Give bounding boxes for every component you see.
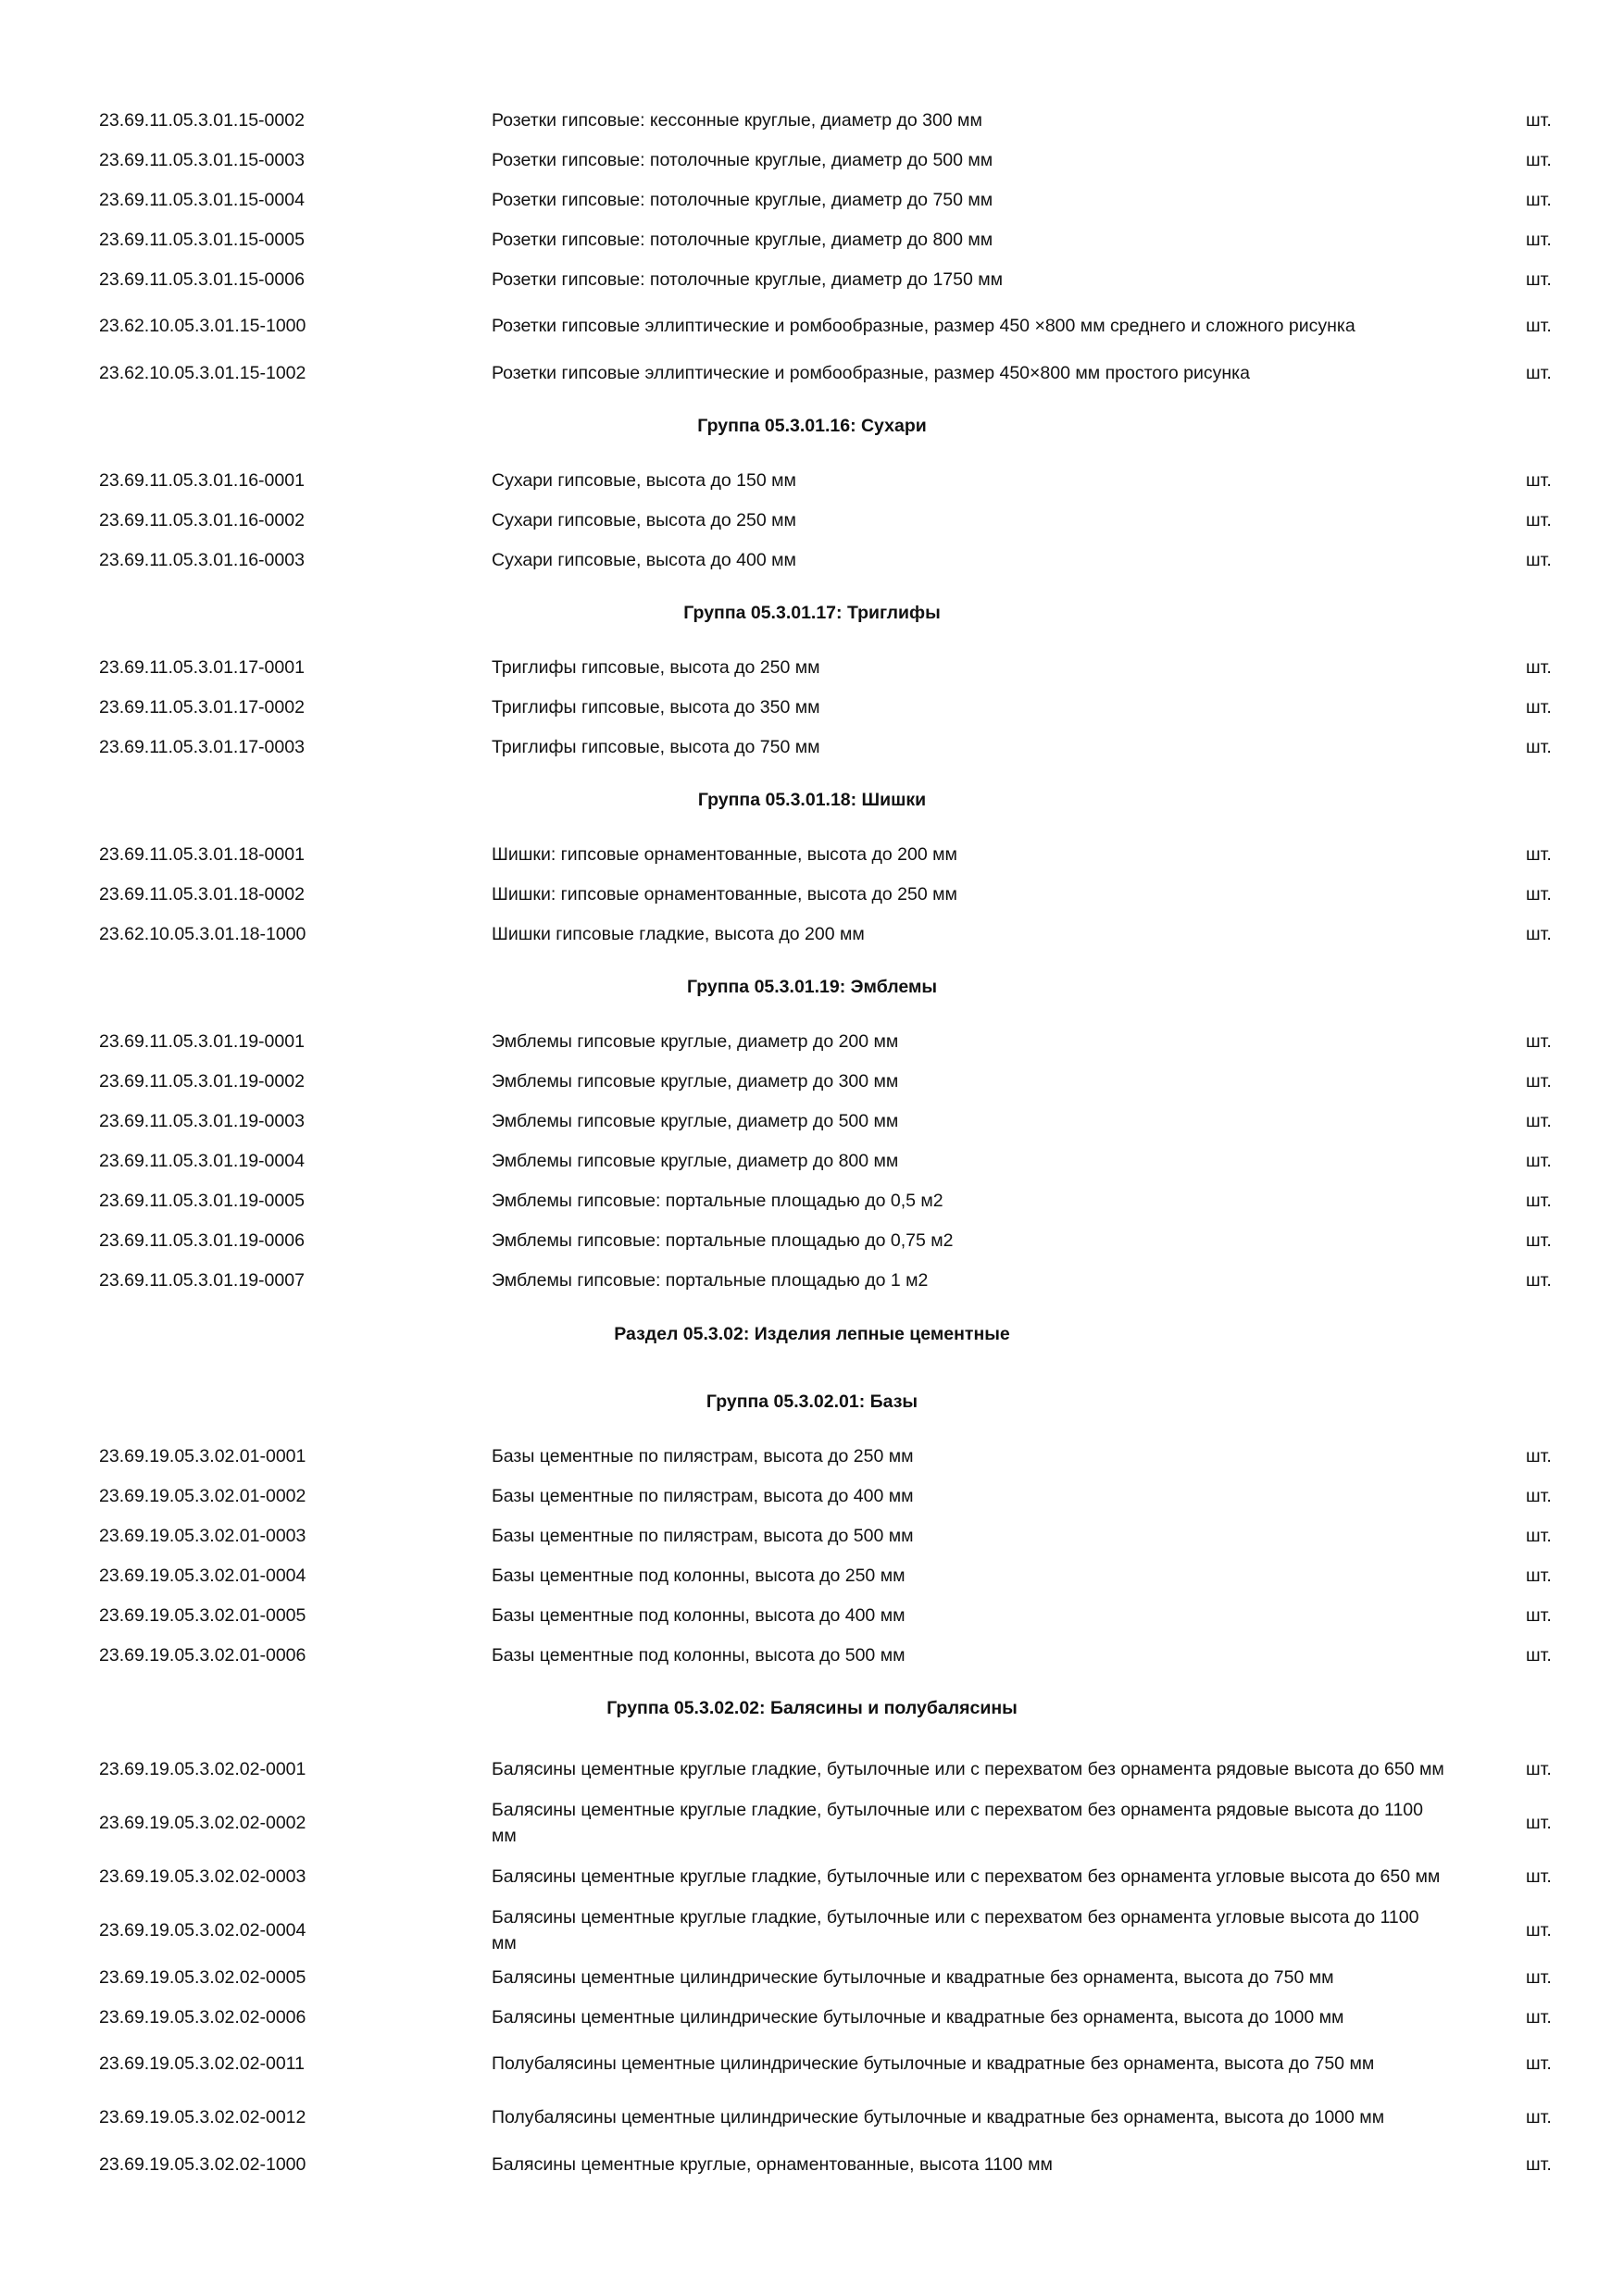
resource-name: Полубалясины цементные цилиндрические бутылочные и квадратные без орнамента, высота до 1000 мм xyxy=(492,2107,1385,2128)
table-row xyxy=(0,180,1624,219)
resource-code: 23.69.11.05.3.01.16-0001 xyxy=(99,469,305,491)
unit-of-measure: шт. xyxy=(1526,843,1552,865)
resource-name: Базы цементные по пилястрам, высота до 400 мм xyxy=(492,1485,914,1506)
table-row xyxy=(0,1476,1624,1516)
resource-name: Балясины цементные круглые гладкие, бутылочные или с перехватом без орнамента рядовые высота до 650 мм xyxy=(492,1759,1444,1779)
resource-code: 23.69.19.05.3.02.02-0011 xyxy=(99,2053,305,2074)
unit-of-measure: шт. xyxy=(1526,469,1552,491)
unit-of-measure: шт. xyxy=(1526,1030,1552,1052)
table-row xyxy=(0,460,1624,500)
unit-of-measure: шт. xyxy=(1526,2107,1552,2128)
resource-name: Эмблемы гипсовые круглые, диаметр до 800 мм xyxy=(492,1150,899,1171)
table-row xyxy=(0,1850,1624,1903)
resource-code: 23.69.11.05.3.01.19-0003 xyxy=(99,1110,305,1131)
resource-code: 23.69.19.05.3.02.02-0012 xyxy=(99,2107,306,2128)
table-row xyxy=(0,834,1624,874)
resource-code: 23.69.19.05.3.02.01-0006 xyxy=(99,1644,306,1666)
unit-of-measure: шт. xyxy=(1526,1866,1552,1887)
unit-of-measure: шт. xyxy=(1526,1604,1552,1626)
table-row xyxy=(0,500,1624,540)
unit-of-measure: шт. xyxy=(1526,1445,1552,1466)
resource-code: 23.69.11.05.3.01.15-0006 xyxy=(99,268,305,290)
resource-name: Полубалясины цементные цилиндрические бутылочные и квадратные без орнамента, высота до 750 мм xyxy=(492,2053,1375,2074)
table-row xyxy=(0,1635,1624,1675)
table-row xyxy=(0,299,1624,353)
resource-name: Балясины цементные цилиндрические бутылочные и квадратные без орнамента, высота до 1000 мм xyxy=(492,2006,1344,2028)
unit-of-measure: шт. xyxy=(1526,1269,1552,1291)
classifier-list xyxy=(0,100,1624,2184)
resource-code: 23.69.11.05.3.01.17-0002 xyxy=(99,696,305,718)
resource-code: 23.69.11.05.3.01.19-0001 xyxy=(99,1030,305,1052)
table-row xyxy=(0,1260,1624,1300)
resource-code: 23.69.19.05.3.02.01-0004 xyxy=(99,1565,306,1586)
table-row xyxy=(0,914,1624,954)
table-row xyxy=(0,1516,1624,1555)
resource-code: 23.69.19.05.3.02.02-0003 xyxy=(99,1866,306,1887)
table-row xyxy=(0,1555,1624,1595)
table-row xyxy=(0,1595,1624,1635)
resource-name: Балясины цементные круглые гладкие, бутылочные или с перехватом без орнамента угловые высота до 1100 мм xyxy=(492,1907,1419,1953)
unit-of-measure: шт. xyxy=(1526,736,1552,757)
table-row xyxy=(0,2144,1624,2184)
resource-code: 23.69.11.05.3.01.18-0001 xyxy=(99,843,305,865)
unit-of-measure: шт. xyxy=(1526,2153,1552,2175)
resource-name: Эмблемы гипсовые: портальные площадью до 1 м2 xyxy=(492,1269,929,1291)
table-row xyxy=(0,219,1624,259)
group-heading: Группа 05.3.02.01: Базы xyxy=(706,1391,918,1412)
resource-code: 23.69.19.05.3.02.02-0004 xyxy=(99,1920,306,1940)
unit-of-measure: шт. xyxy=(1526,362,1552,383)
table-row xyxy=(0,1141,1624,1180)
resource-name: Розетки гипсовые эллиптические и ромбообразные, размер 450 ×800 мм среднего и сложного рисунка xyxy=(492,316,1355,336)
resource-code: 23.69.19.05.3.02.02-1000 xyxy=(99,2153,306,2175)
table-row xyxy=(0,353,1624,393)
resource-name: Шишки: гипсовые орнаментованные, высота до 200 мм xyxy=(492,843,957,865)
resource-code: 23.69.11.05.3.01.15-0003 xyxy=(99,149,305,170)
resource-name: Розетки гипсовые: потолочные круглые, диаметр до 800 мм xyxy=(492,229,993,250)
group-heading: Группа 05.3.01.16: Сухари xyxy=(697,416,927,436)
unit-of-measure: шт. xyxy=(1526,1813,1552,1833)
table-row xyxy=(0,1436,1624,1476)
resource-name: Базы цементные по пилястрам, высота до 250 мм xyxy=(492,1445,914,1466)
unit-of-measure: шт. xyxy=(1526,1966,1552,1988)
resource-code: 23.69.11.05.3.01.18-0002 xyxy=(99,883,305,905)
unit-of-measure: шт. xyxy=(1526,1485,1552,1506)
unit-of-measure: шт. xyxy=(1526,1190,1552,1211)
resource-name: Шишки гипсовые гладкие, высота до 200 мм xyxy=(492,923,865,944)
unit-of-measure: шт. xyxy=(1526,229,1552,250)
resource-name: Эмблемы гипсовые: портальные площадью до 0,75 м2 xyxy=(492,1229,954,1251)
unit-of-measure: шт. xyxy=(1526,883,1552,905)
unit-of-measure: шт. xyxy=(1526,109,1552,131)
table-row xyxy=(0,100,1624,140)
section-heading: Раздел 05.3.02: Изделия лепные цементные xyxy=(614,1323,1010,1344)
resource-code: 23.69.11.05.3.01.17-0001 xyxy=(99,656,305,678)
resource-code: 23.69.11.05.3.01.15-0004 xyxy=(99,189,305,210)
resource-name: Балясины цементные цилиндрические бутылочные и квадратные без орнамента, высота до 750 мм xyxy=(492,1966,1334,1988)
resource-code: 23.69.11.05.3.01.16-0002 xyxy=(99,509,305,530)
resource-code: 23.69.19.05.3.02.01-0005 xyxy=(99,1604,306,1626)
table-row xyxy=(0,1796,1624,1850)
resource-code: 23.69.11.05.3.01.15-0002 xyxy=(99,109,305,131)
unit-of-measure: шт. xyxy=(1526,1759,1552,1779)
table-row xyxy=(0,687,1624,727)
unit-of-measure: шт. xyxy=(1526,268,1552,290)
resource-code: 23.62.10.05.3.01.18-1000 xyxy=(99,923,306,944)
table-row xyxy=(0,259,1624,299)
unit-of-measure: шт. xyxy=(1526,656,1552,678)
unit-of-measure: шт. xyxy=(1526,1565,1552,1586)
resource-code: 23.69.11.05.3.01.19-0005 xyxy=(99,1190,305,1211)
table-row xyxy=(0,1021,1624,1061)
resource-name: Розетки гипсовые: кессонные круглые, диаметр до 300 мм xyxy=(492,109,982,131)
table-row xyxy=(0,140,1624,180)
table-row xyxy=(0,874,1624,914)
resource-name: Шишки: гипсовые орнаментованные, высота до 250 мм xyxy=(492,883,957,905)
resource-name: Розетки гипсовые: потолочные круглые, диаметр до 1750 мм xyxy=(492,268,1004,290)
table-row xyxy=(0,1180,1624,1220)
resource-name: Триглифы гипсовые, высота до 350 мм xyxy=(492,696,820,718)
resource-code: 23.69.11.05.3.01.16-0003 xyxy=(99,549,305,570)
resource-name: Эмблемы гипсовые круглые, диаметр до 200 мм xyxy=(492,1030,899,1052)
group-heading: Группа 05.3.01.18: Шишки xyxy=(697,790,927,810)
resource-code: 23.69.19.05.3.02.02-0005 xyxy=(99,1966,306,1988)
resource-code: 23.69.11.05.3.01.19-0006 xyxy=(99,1229,305,1251)
resource-code: 23.69.11.05.3.01.17-0003 xyxy=(99,736,305,757)
resource-name: Базы цементные под колонны, высота до 500 мм xyxy=(492,1644,906,1666)
unit-of-measure: шт. xyxy=(1526,316,1552,336)
resource-code: 23.62.10.05.3.01.15-1002 xyxy=(99,362,306,383)
resource-code: 23.69.11.05.3.01.19-0002 xyxy=(99,1070,305,1092)
resource-name: Розетки гипсовые: потолочные круглые, диаметр до 500 мм xyxy=(492,149,993,170)
table-row xyxy=(0,1903,1624,1957)
table-row xyxy=(0,1101,1624,1141)
resource-code: 23.69.19.05.3.02.01-0001 xyxy=(99,1445,306,1466)
table-row xyxy=(0,2090,1624,2144)
resource-name: Базы цементные под колонны, высота до 400 мм xyxy=(492,1604,906,1626)
resource-name: Сухари гипсовые, высота до 150 мм xyxy=(492,469,796,491)
unit-of-measure: шт. xyxy=(1526,149,1552,170)
table-row xyxy=(0,1997,1624,2037)
resource-name: Балясины цементные круглые гладкие, бутылочные или с перехватом без орнамента рядовые высота до 1100 мм xyxy=(492,1800,1423,1846)
unit-of-measure: шт. xyxy=(1526,509,1552,530)
group-heading: Группа 05.3.01.17: Триглифы xyxy=(683,603,941,623)
table-row xyxy=(0,1061,1624,1101)
resource-name: Базы цементные по пилястрам, высота до 500 мм xyxy=(492,1525,914,1546)
unit-of-measure: шт. xyxy=(1526,923,1552,944)
resource-code: 23.69.11.05.3.01.19-0004 xyxy=(99,1150,305,1171)
resource-name: Триглифы гипсовые, высота до 750 мм xyxy=(492,736,820,757)
unit-of-measure: шт. xyxy=(1526,1229,1552,1251)
resource-code: 23.69.11.05.3.01.19-0007 xyxy=(99,1269,305,1291)
resource-code: 23.69.11.05.3.01.15-0005 xyxy=(99,229,305,250)
resource-code: 23.69.19.05.3.02.01-0003 xyxy=(99,1525,306,1546)
unit-of-measure: шт. xyxy=(1526,549,1552,570)
unit-of-measure: шт. xyxy=(1526,1150,1552,1171)
resource-name: Балясины цементные круглые, орнаментованные, высота 1100 мм xyxy=(492,2153,1053,2175)
table-row xyxy=(0,1957,1624,1997)
table-row xyxy=(0,647,1624,687)
resource-code: 23.69.19.05.3.02.01-0002 xyxy=(99,1485,306,1506)
resource-name: Балясины цементные круглые гладкие, бутылочные или с перехватом без орнамента угловые высота до 650 мм xyxy=(492,1866,1441,1887)
resource-name: Сухари гипсовые, высота до 250 мм xyxy=(492,509,796,530)
resource-code: 23.69.19.05.3.02.02-0006 xyxy=(99,2006,306,2028)
table-row xyxy=(0,2037,1624,2090)
resource-name: Сухари гипсовые, высота до 400 мм xyxy=(492,549,796,570)
resource-name: Базы цементные под колонны, высота до 250 мм xyxy=(492,1565,906,1586)
resource-code: 23.69.19.05.3.02.02-0002 xyxy=(99,1813,306,1833)
table-row xyxy=(0,540,1624,580)
resource-name: Триглифы гипсовые, высота до 250 мм xyxy=(492,656,820,678)
unit-of-measure: шт. xyxy=(1526,1920,1552,1940)
resource-name: Розетки гипсовые эллиптические и ромбообразные, размер 450×800 мм простого рисунка xyxy=(492,362,1250,383)
group-heading: Группа 05.3.02.02: Балясины и полубалясины xyxy=(606,1698,1018,1718)
unit-of-measure: шт. xyxy=(1526,1644,1552,1666)
unit-of-measure: шт. xyxy=(1526,189,1552,210)
resource-name: Розетки гипсовые: потолочные круглые, диаметр до 750 мм xyxy=(492,189,993,210)
unit-of-measure: шт. xyxy=(1526,2053,1552,2074)
unit-of-measure: шт. xyxy=(1526,1525,1552,1546)
unit-of-measure: шт. xyxy=(1526,1110,1552,1131)
resource-code: 23.62.10.05.3.01.15-1000 xyxy=(99,316,306,336)
resource-name: Эмблемы гипсовые круглые, диаметр до 500 мм xyxy=(492,1110,899,1131)
resource-code: 23.69.19.05.3.02.02-0001 xyxy=(99,1759,306,1779)
resource-name: Эмблемы гипсовые: портальные площадью до 0,5 м2 xyxy=(492,1190,943,1211)
group-heading: Группа 05.3.01.19: Эмблемы xyxy=(686,977,938,997)
table-row xyxy=(0,727,1624,767)
table-row xyxy=(0,1742,1624,1796)
unit-of-measure: шт. xyxy=(1526,696,1552,718)
table-row xyxy=(0,1220,1624,1260)
unit-of-measure: шт. xyxy=(1526,2006,1552,2028)
unit-of-measure: шт. xyxy=(1526,1070,1552,1092)
resource-name: Эмблемы гипсовые круглые, диаметр до 300 мм xyxy=(492,1070,899,1092)
